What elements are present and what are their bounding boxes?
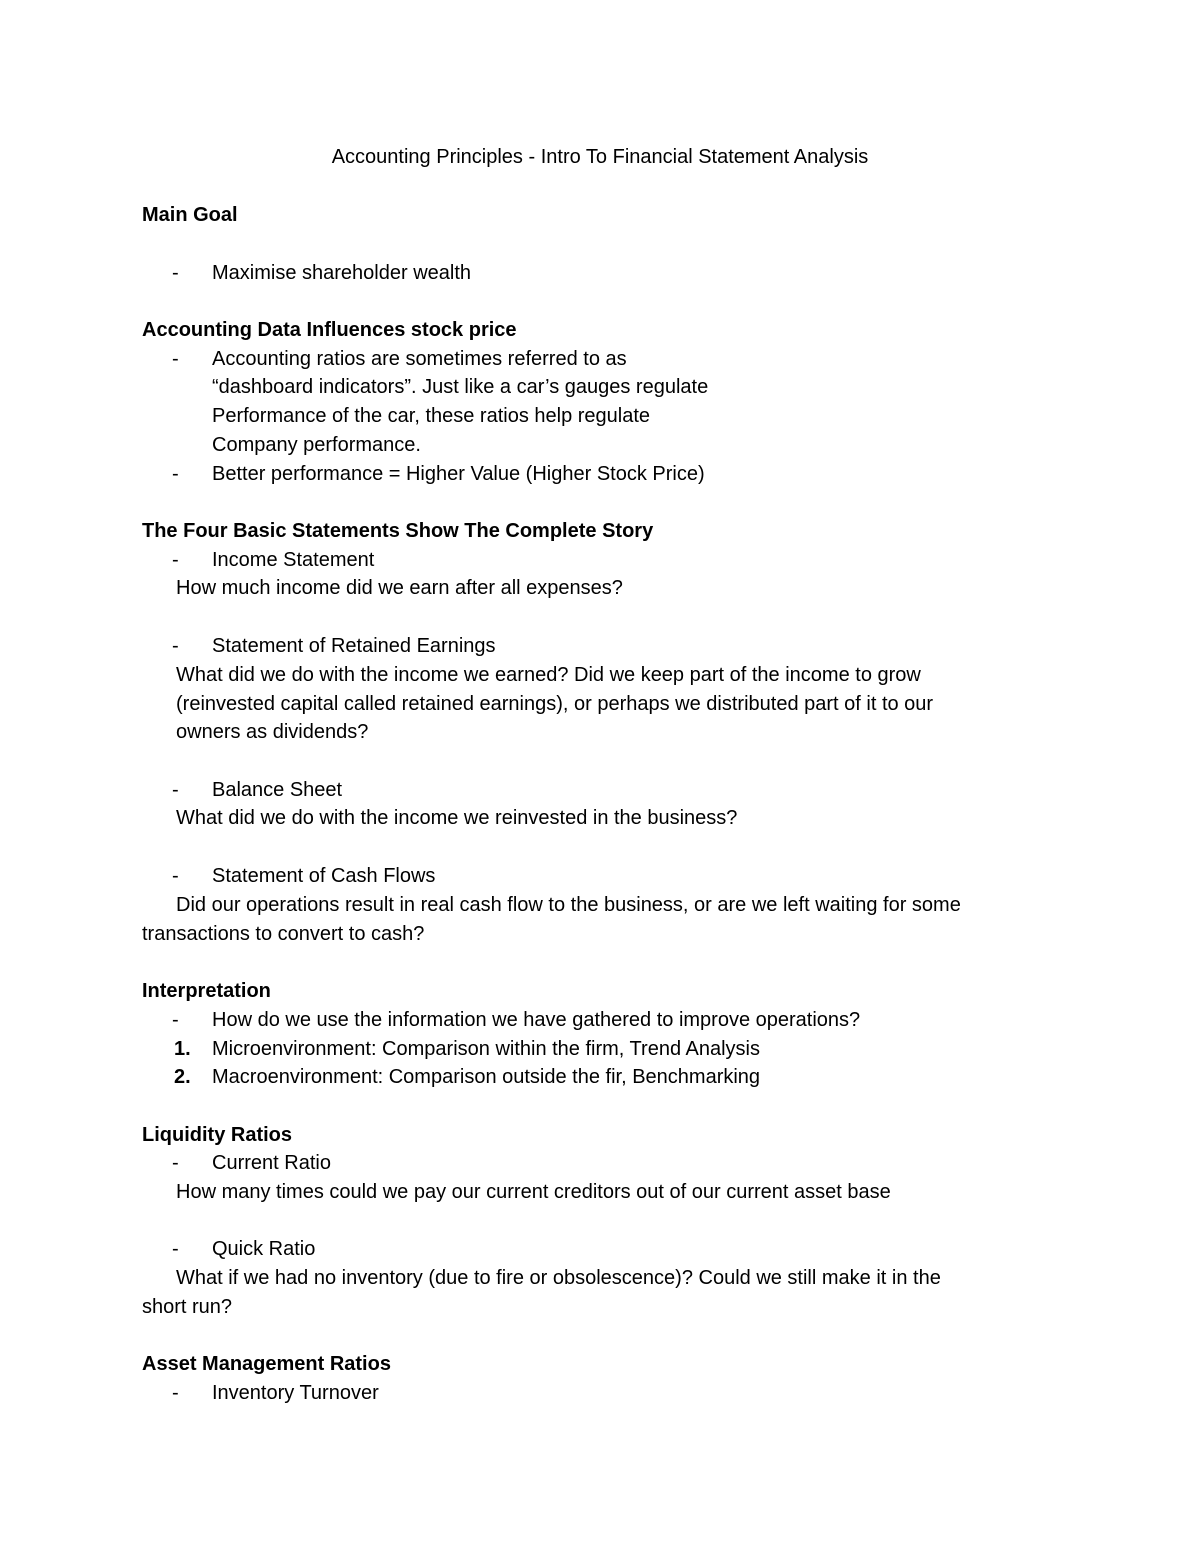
bullet-marker: -: [172, 549, 179, 571]
quick-ratio-desc: What if we had no inventory (due to fire or obsolescence)? Could we still make it in the: [176, 1267, 941, 1289]
bullet-marker: -: [172, 635, 179, 657]
bullet-marker: -: [172, 1152, 179, 1174]
bullet-marker: -: [172, 779, 179, 801]
balance-sheet-label: Balance Sheet: [212, 779, 343, 801]
retained-earnings-desc: What did we do with the income we earned? Did we keep part of the income to grow: [176, 664, 921, 686]
retained-earnings-desc: owners as dividends?: [176, 721, 369, 743]
heading-interpretation: Interpretation: [142, 980, 271, 1002]
list-number: 1.: [174, 1038, 191, 1060]
accounting-data-item-line: Company performance.: [212, 434, 421, 456]
bullet-marker: -: [172, 1009, 179, 1031]
accounting-data-item: Better performance = Higher Value (Higher Stock Price): [212, 463, 705, 485]
accounting-data-item-line: Performance of the car, these ratios help regulate: [212, 405, 651, 427]
income-statement-label: Income Statement: [212, 549, 375, 571]
bullet-marker: -: [172, 348, 179, 370]
bullet-marker: -: [172, 1238, 179, 1260]
retained-earnings-desc: (reinvested capital called retained earnings), or perhaps we distributed part of it to our: [176, 693, 934, 715]
heading-accounting-data: Accounting Data Influences stock price: [142, 319, 517, 341]
current-ratio-label: Current Ratio: [212, 1152, 331, 1174]
bullet-marker: -: [172, 865, 179, 887]
page-title: Accounting Principles - Intro To Financial Statement Analysis: [331, 146, 869, 168]
interpretation-item: How do we use the information we have gathered to improve operations?: [212, 1009, 861, 1031]
inventory-turnover-label: Inventory Turnover: [212, 1382, 379, 1404]
retained-earnings-label: Statement of Retained Earnings: [212, 635, 496, 657]
interpretation-item: Macroenvironment: Comparison outside the fir, Benchmarking: [212, 1066, 761, 1088]
balance-sheet-desc: What did we do with the income we reinvested in the business?: [176, 807, 738, 829]
bullet-marker: -: [172, 262, 179, 284]
heading-liquidity-ratios: Liquidity Ratios: [142, 1124, 292, 1146]
bullet-marker: -: [172, 463, 179, 485]
list-number: 2.: [174, 1066, 191, 1088]
current-ratio-desc: How many times could we pay our current creditors out of our current asset base: [176, 1181, 891, 1203]
cash-flows-desc: transactions to convert to cash?: [142, 923, 425, 945]
heading-asset-management: Asset Management Ratios: [142, 1353, 391, 1375]
accounting-data-item-line: “dashboard indicators”. Just like a car’s gauges regulate: [212, 376, 709, 398]
quick-ratio-desc: short run?: [142, 1296, 233, 1318]
quick-ratio-label: Quick Ratio: [212, 1238, 316, 1260]
heading-four-statements: The Four Basic Statements Show The Complete Story: [142, 520, 654, 542]
main-goal-item: Maximise shareholder wealth: [212, 262, 472, 284]
accounting-data-item-line: Accounting ratios are sometimes referred to as: [212, 348, 627, 370]
heading-main-goal: Main Goal: [142, 204, 238, 226]
income-statement-desc: How much income did we earn after all expenses?: [176, 577, 623, 599]
interpretation-item: Microenvironment: Comparison within the firm, Trend Analysis: [212, 1038, 760, 1060]
cash-flows-label: Statement of Cash Flows: [212, 865, 436, 887]
cash-flows-desc: Did our operations result in real cash flow to the business, or are we left waiting for some: [176, 894, 961, 916]
bullet-marker: -: [172, 1382, 179, 1404]
